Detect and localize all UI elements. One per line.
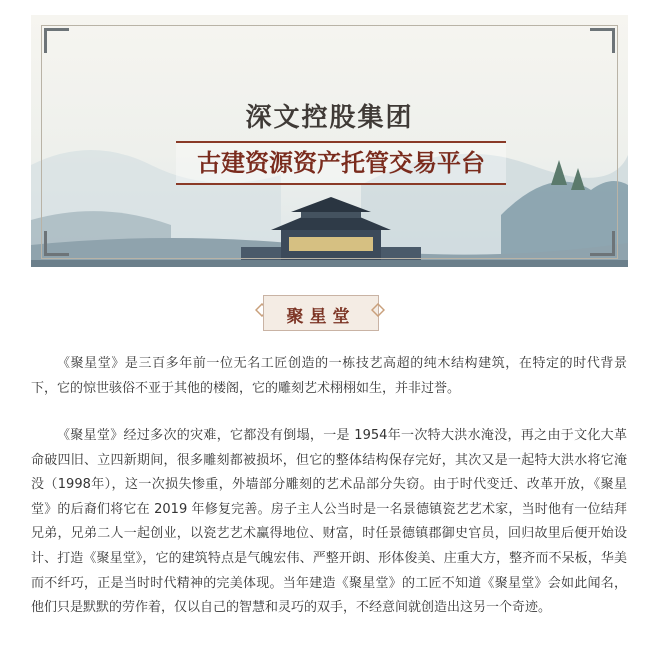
article-paragraph: 《聚星堂》经过多次的灾难，它都没有倒塌，一是 1954年一次特大洪水淹没，再之由于文化大革命破四旧、立四新期间，很多雕刻都被损坏，但它的整体结构保存完好，其次又是一起特大洪水将它淹没（1998年），这一次损失惨重，外墙部分雕刻的艺术品部分失窃。由于时代变迁、改革开放，《聚星堂》的后裔们将它在 2019 年修复完善。房子主人公当时是一名景德镇瓷艺艺术家，当时他有一位结拜兄弟，兄弟二人一起创业，以瓷艺艺术赢得地位、财富，时任景德镇郡御史官员，回归故里后便开始设计、打造《聚星堂》，它的建筑特点是气魄宏伟、严整开朗、形体俊美、庄重大方，整齐而不呆板，华美而不纤巧，正是当时时代精神的完美体现。当年建造《聚星堂》的工匠不知道《聚星堂》会如此闻名，他们只是默默的劳作着，仅以自己的智慧和灵巧的双手，不经意间就创造出这另一个奇迹。: [31, 428, 627, 616]
section-heading: [255, 293, 385, 333]
banner-title: 深文控股集团: [245, 103, 414, 133]
article-paragraph: 《聚星堂》是三百多年前一位无名工匠创造的一栋技艺高超的纯木结构建筑，在特定的时代背景下，它的惊世骇俗不亚于其他的楼阁，它的雕刻艺术栩栩如生，并非过誉。: [31, 356, 627, 396]
banner-image: [31, 15, 628, 267]
diamond-ornament-icon: [371, 303, 385, 317]
heading-box: [263, 295, 379, 331]
banner-subtitle: 古建资源资产托管交易平台: [176, 141, 506, 185]
section-title: 聚星堂: [286, 307, 356, 327]
